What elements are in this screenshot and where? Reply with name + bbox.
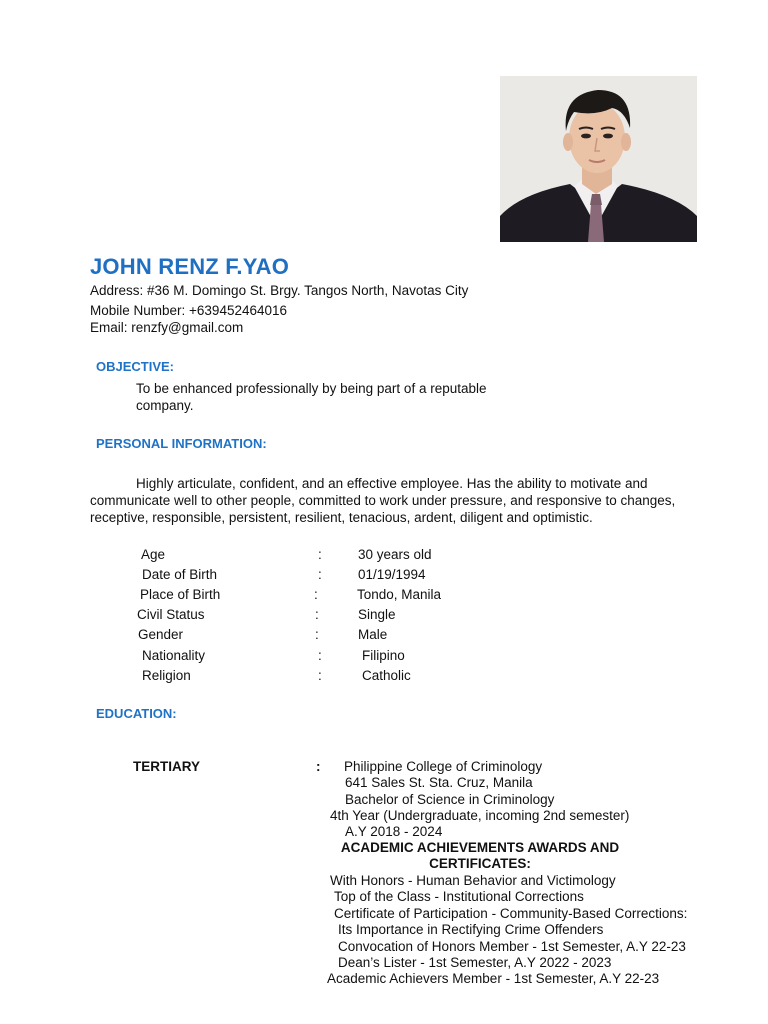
gender-label: Gender bbox=[138, 627, 184, 642]
age-value: 30 years old bbox=[358, 547, 432, 562]
achievement-item: With Honors - Human Behavior and Victimology bbox=[330, 873, 616, 888]
achievement-item: Convocation of Honors Member - 1st Semester, A.Y 22-23 bbox=[338, 939, 686, 954]
objective-text: To be enhanced professionally by being part of a reputable company. bbox=[136, 381, 487, 413]
nationality-value: Filipino bbox=[362, 648, 405, 663]
gender-value: Male bbox=[358, 627, 388, 642]
achievement-item: Academic Achievers Member - 1st Semester, A.Y 22-23 bbox=[327, 971, 660, 986]
gender-colon: : bbox=[315, 627, 319, 642]
personal-info-heading: PERSONAL INFORMATION: bbox=[96, 436, 267, 451]
candidate-name: JOHN RENZ F.YAO bbox=[90, 254, 290, 279]
profile-photo bbox=[500, 76, 697, 242]
achievements-heading-line-1: ACADEMIC ACHIEVEMENTS AWARDS AND bbox=[340, 840, 620, 855]
civil-status-colon: : bbox=[315, 607, 319, 622]
nationality-label: Nationality bbox=[142, 648, 206, 663]
achievement-item: Certificate of Participation - Community-Based Corrections: bbox=[334, 906, 688, 921]
dob-label: Date of Birth bbox=[142, 567, 218, 582]
address-line: Address: #36 M. Domingo St. Brgy. Tangos North, Navotas City bbox=[90, 283, 469, 298]
tertiary-colon: : bbox=[316, 759, 321, 774]
personal-summary: Highly articulate, confident, and an effective employee. Has the ability to motivate and communicate well to other people, committed to work under pressure, and responsive to changes, receptive, responsible, persistent, resilient, tenacious, ardent, diligent and optimistic. bbox=[90, 476, 676, 525]
tertiary-label: TERTIARY bbox=[133, 759, 200, 774]
achievements-heading-line-2: CERTIFICATES: bbox=[429, 856, 531, 871]
pob-colon: : bbox=[314, 587, 318, 602]
mobile-line: Mobile Number: +639452464016 bbox=[90, 303, 288, 318]
objective-heading: OBJECTIVE: bbox=[96, 359, 175, 374]
age-label: Age bbox=[141, 547, 166, 562]
email-line: Email: renzfy@gmail.com bbox=[90, 320, 244, 335]
achievement-item: Its Importance in Rectifying Crime Offenders bbox=[338, 922, 604, 937]
achievement-item: Top of the Class - Institutional Corrections bbox=[334, 889, 584, 904]
nationality-colon: : bbox=[318, 648, 322, 663]
degree: Bachelor of Science in Criminology bbox=[345, 792, 555, 807]
civil-status-label: Civil Status bbox=[137, 607, 205, 622]
year-level: 4th Year (Undergraduate, incoming 2nd semester) bbox=[330, 808, 630, 823]
dob-colon: : bbox=[318, 567, 322, 582]
civil-status-value: Single bbox=[358, 607, 396, 622]
academic-year: A.Y 2018 - 2024 bbox=[345, 824, 443, 839]
religion-colon: : bbox=[318, 668, 322, 683]
school-name: Philippine College of Criminology bbox=[344, 759, 543, 774]
pob-label: Place of Birth bbox=[140, 587, 221, 602]
age-colon: : bbox=[318, 547, 322, 562]
achievements-heading bbox=[330, 840, 630, 872]
pob-value: Tondo, Manila bbox=[357, 587, 442, 602]
religion-value: Catholic bbox=[362, 668, 411, 683]
school-address: 641 Sales St. Sta. Cruz, Manila bbox=[345, 775, 533, 790]
religion-label: Religion bbox=[142, 668, 191, 683]
achievement-item: Dean’s Lister - 1st Semester, A.Y 2022 - 2023 bbox=[338, 955, 612, 970]
education-heading: EDUCATION: bbox=[96, 706, 177, 721]
dob-value: 01/19/1994 bbox=[358, 567, 426, 582]
